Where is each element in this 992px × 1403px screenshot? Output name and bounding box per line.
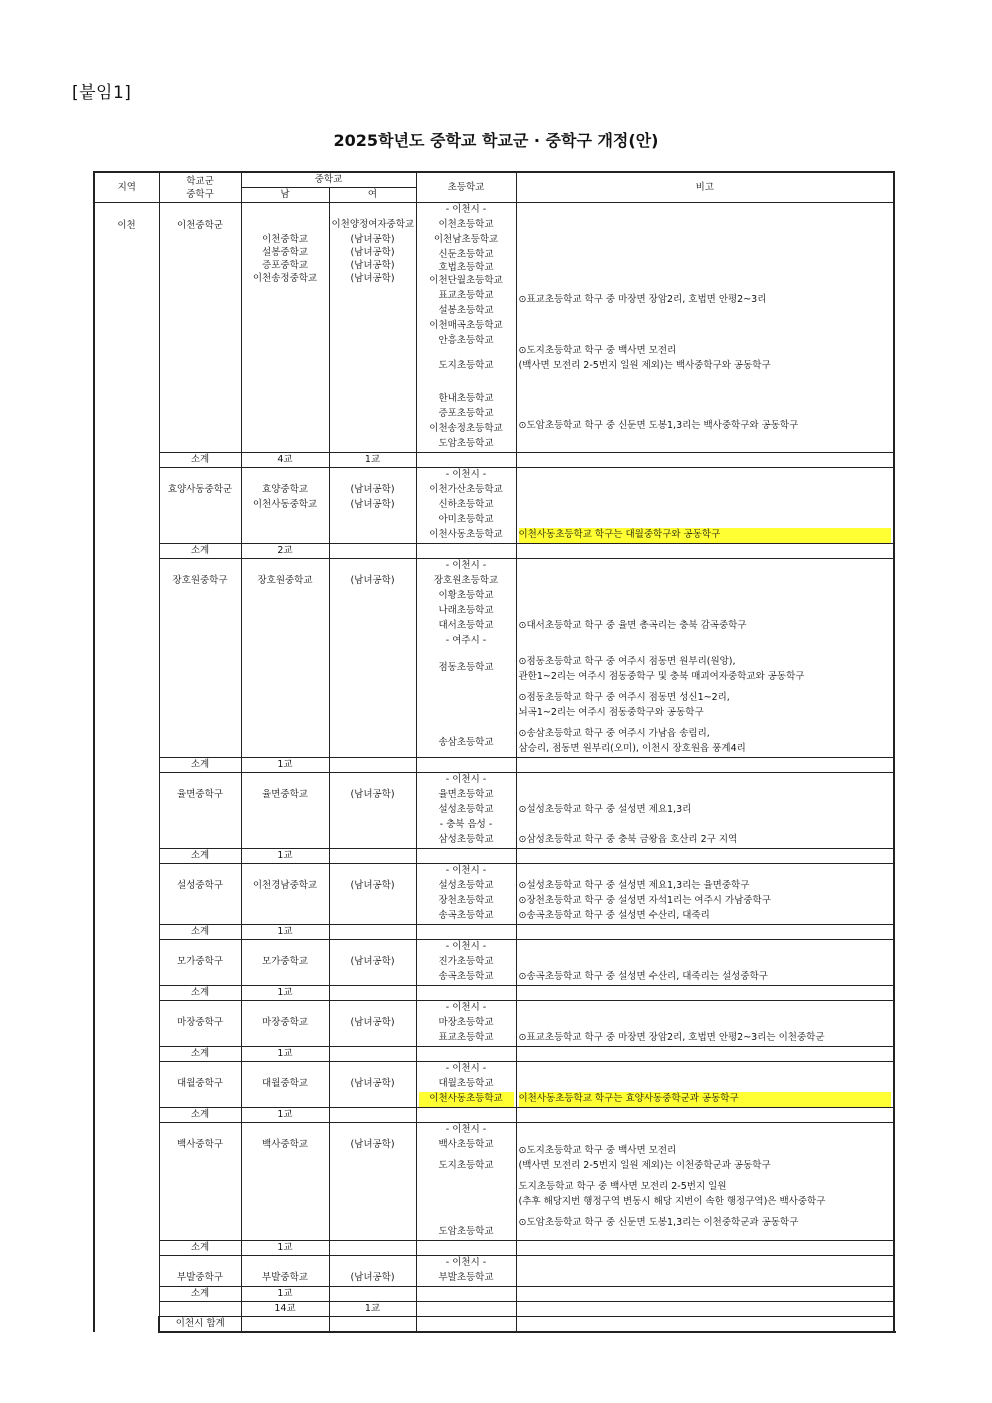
subtotal-row: 소계 1교: [94, 1241, 894, 1256]
group-row: 마장중학구 마장중학교 (남녀공학) - 이천시 - 마장초등학교 표교초등학교 ⊙표교초등학교 학구 중 마장면 장암2리, 호법면 안평2~3리는 이천중학군: [94, 1001, 894, 1047]
group-row: 백사중학구 백사중학교 (남녀공학) - 이천시 - 백사초등학교 도지초등학교 도암초등학교 ⊙도지초등학교 학구 중 백사면 모전리 (백사면 모전리 2-5번지 일원 제외)는 이천중학군과 공동학구 도지초등학교 학구 중 백사면 모전리 2-5번지 일원 (추후 해당지번 행정구역 변동시 해당 지번이 속한 행정구역)은 백사중학구 ⊙도암초등학교 학구 중 신둔면 도봉1,3리는 이천중학군과 공동학구: [94, 1123, 894, 1241]
total-female: 1교: [329, 1302, 416, 1317]
highlighted-school: 이천사동초등학교: [419, 1092, 514, 1107]
subtotal-row: 소계 4교 1교: [94, 453, 894, 468]
highlighted-remark: 이천사동초등학교 학구는 효양사동중학군과 공동학구: [519, 1092, 892, 1107]
group-row: 장호원중학구 장호원중학교 (남녀공학) - 이천시 - 장호원초등학교 이황초등학교 나래초등학교 대서초등학교 - 여주시 - 점동초등학교 송삼초등학교 ⊙대서초등학교 학구 중 율면 총곡리는 충북 감곡중학구 ⊙점동초등학교 학구 중 여주시 점동면 원부리(원앙), 관한1~2리는 여주시 점동중학구 및 충북 매괴여자중학교와 공동학구 ⊙점동초등학교 학구 중 여주시 점동면 성신1~2리, 뇌곡1~2리는 여주시 점동중학구와 공동학구 ⊙송삼초등학교 학구 중 여주시 가남읍 송림리, 삼승리, 점동면 원부리(오미), 이천시 장호원읍 풍계4리: [94, 559, 894, 758]
group-row: 부발중학구 부발중학교 (남녀공학) - 이천시 - 부발초등학교: [94, 1256, 894, 1287]
group-row: 대월중학구 대월중학교 (남녀공학) - 이천시 - 대월초등학교 이천사동초등학교 이천사동초등학교 학구는 효양사동중학군과 공동학구: [94, 1062, 894, 1108]
male-schools: 이천중학교 설봉중학교 증포중학교 이천송정중학교: [241, 203, 329, 453]
subtotal-row: 소계 1교: [94, 1287, 894, 1302]
group-name: 이천중학군: [159, 203, 241, 453]
subtotal-row: 소계 1교: [94, 1047, 894, 1062]
subtotal-row: 소계 1교: [94, 1108, 894, 1123]
subtotal-row: 소계 1교: [94, 758, 894, 773]
subtotal-row: 소계 1교: [94, 986, 894, 1001]
group-row: 설성중학구 이천경남중학교 (남녀공학) - 이천시 - 설성초등학교 장천초등학교 송곡초등학교 ⊙설성초등학교 학구 중 설성면 제요1,3리는 율면중학구 ⊙장천초등학교 학구 중 설성면 자석1리는 여주시 가남중학구 ⊙송곡초등학교 학구 중 설성면 수산리, 대죽리: [94, 864, 894, 925]
group-row: [94, 203, 894, 453]
header-region: 지역: [94, 172, 159, 203]
group-row: 율면중학구 율면중학교 (남녀공학) - 이천시 - 율면초등학교 설성초등학교 - 충북 음성 - 삼성초등학교 ⊙설성초등학교 학구 중 설성면 제요1,3리 ⊙삼성초등학교 학구 중 충북 금왕읍 호산리 2구 지역: [94, 773, 894, 849]
elementary-schools: - 이천시 - 이천초등학교 이천남초등학교 신둔초등학교 호법초등학교 이천단월초등학교 표교초등학교 설봉초등학교 이천매곡초등학교 안흥초등학교 도지초등학교 한내초등학교 증포초등학교 이천송정초등학교 도암초등학교: [416, 203, 516, 453]
total-row: [94, 1317, 894, 1333]
subtotal-row: 소계 2교: [94, 544, 894, 559]
female-schools: 이천양정여자중학교 (남녀공학) (남녀공학) (남녀공학) (남녀공학): [329, 203, 416, 453]
region-cell: 이천: [94, 203, 159, 1333]
attachment-label: [붙임1]: [72, 83, 132, 103]
page-title: 2025학년도 중학교 학교군 · 중학구 개정(안): [333, 131, 659, 150]
group-row: 효양사동중학군 효양중학교 이천사동중학교 (남녀공학) (남녀공학) - 이천시 - 이천가산초등학교 신하초등학교 아미초등학교 이천사동초등학교 이천사동초등학교 학구는 대월중학구와 공동학구: [94, 468, 894, 544]
school-district-table: [93, 171, 895, 1333]
header-remarks: 비고: [516, 172, 894, 203]
highlighted-remark: 이천사동초등학교 학구는 대월중학구와 공동학구: [519, 528, 892, 543]
subtotal-row: 소계 1교: [94, 925, 894, 940]
subtotal-row: 소계 1교: [94, 849, 894, 864]
total-label: 이천시 합계: [159, 1317, 241, 1333]
header-group: 학교군 중학구: [159, 172, 241, 203]
group-row: 모가중학구 모가중학교 (남녀공학) - 이천시 - 진가초등학교 송곡초등학교 ⊙송곡초등학교 학구 중 설성면 수산리, 대죽리는 설성중학구: [94, 940, 894, 986]
header-middle: 중학교: [241, 172, 416, 188]
header-male: 남: [241, 188, 329, 203]
total-male: 14교: [241, 1302, 329, 1317]
total-count-row: [94, 1302, 894, 1317]
header-female: 여: [329, 188, 416, 203]
remarks: ⊙표교초등학교 학구 중 마장면 장암2리, 호법면 안평2~3리 ⊙도지초등학교 학구 중 백사면 모전리 (백사면 모전리 2-5번지 일원 제외)는 백사중학구와 공동학구 ⊙도암초등학교 학구 중 신둔면 도봉1,3리는 백사중학구와 공동학구: [516, 203, 894, 453]
header-elementary: 초등학교: [416, 172, 516, 203]
